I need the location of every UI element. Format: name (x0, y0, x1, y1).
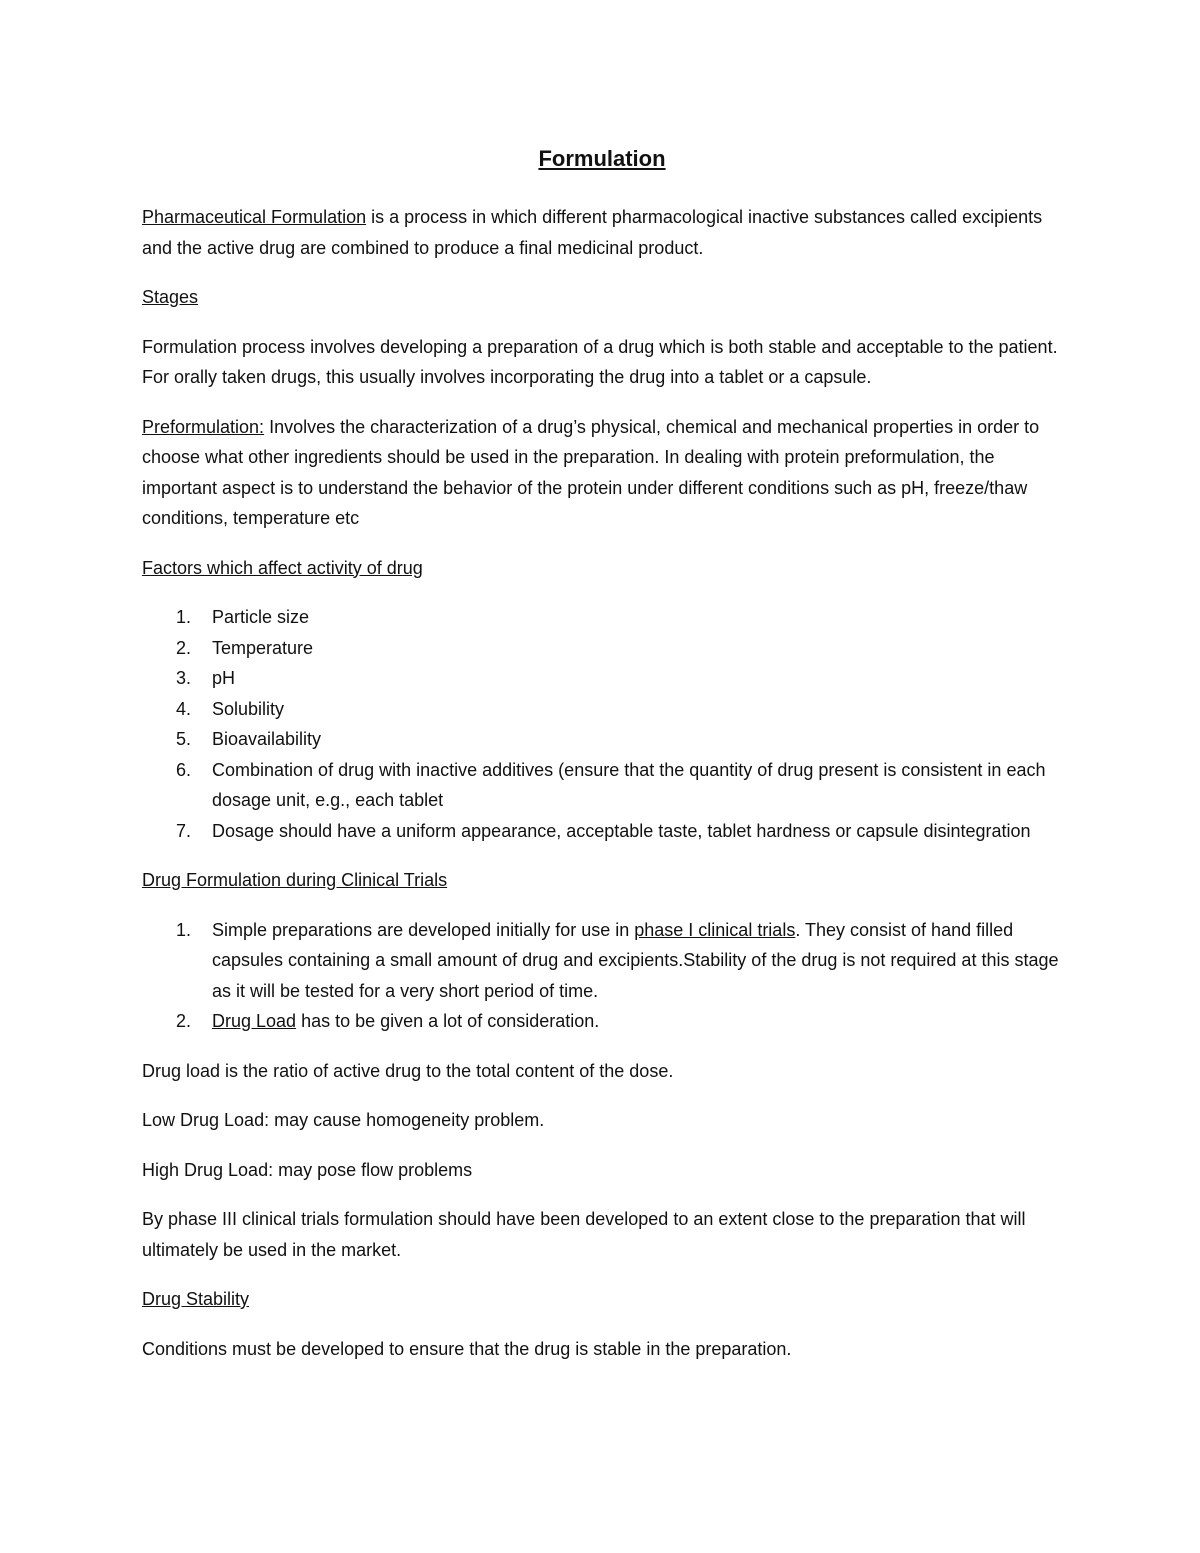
intro-term: Pharmaceutical Formulation (142, 207, 367, 227)
phase3-paragraph: By phase III clinical trials formulation should have been developed to an extent close to the preparation that will ultimately be used in the market. (142, 1209, 1026, 1260)
list-item (142, 602, 1062, 633)
clinical-heading: Drug Formulation during Clinical Trials (142, 870, 448, 890)
clinical-item2-post: has to be given a lot of consideration. (296, 1011, 600, 1031)
preformulation-term: Preformulation: (142, 416, 265, 437)
drug-load-link: Drug Load (212, 1011, 297, 1031)
stages-heading: Stages (142, 287, 199, 307)
list-number: 4. (176, 698, 192, 719)
list-number: 1. (176, 919, 192, 940)
list-number: 2. (176, 1011, 192, 1031)
list-number: 7. (176, 820, 192, 841)
list-item-text: Solubility (212, 698, 285, 719)
factors-list (142, 602, 1062, 846)
clinical-item1-pre: Simple preparations are developed initially for use in (212, 919, 635, 940)
list-item (142, 816, 1062, 847)
list-number: 2. (176, 637, 192, 658)
high-drug-load: High Drug Load: may pose flow problems (142, 1159, 473, 1180)
intro-text: is a process in which different pharmacological inactive substances called excipients and the active drug are combined to produce a final medicinal product. (142, 207, 1043, 258)
intro-paragraph (142, 202, 1062, 263)
document-body (142, 142, 1062, 1383)
list-item (142, 724, 1062, 755)
list-item (142, 633, 1062, 664)
list-item-text: Temperature (212, 637, 314, 658)
clinical-list (142, 915, 1062, 1037)
list-item (142, 755, 1062, 816)
list-item (142, 663, 1062, 694)
list-item-text: Bioavailability (212, 729, 322, 749)
list-item-text: Particle size (212, 607, 310, 627)
stability-paragraph: Conditions must be developed to ensure that the drug is stable in the preparation. (142, 1338, 792, 1359)
list-item (142, 694, 1062, 725)
low-drug-load: Low Drug Load: may cause homogeneity problem. (142, 1110, 545, 1130)
list-item-text: Dosage should have a uniform appearance, acceptable taste, tablet hardness or capsule disintegration (212, 820, 1031, 841)
list-item-text: Combination of drug with inactive additives (ensure that the quantity of drug present is consistent in each dosage unit, e.g., each tablet (212, 759, 1046, 810)
clinical-item1-post: . They consist of hand filled capsules containing a small amount of drug and excipients.Stability of the drug is not required at this stage as it will be tested for a very short period of time. (212, 919, 1059, 1001)
list-item (142, 915, 1062, 1007)
preformulation-text: Involves the characterization of a drug’s physical, chemical and mechanical properties in order to choose what other ingredients should be used in the preparation. In dealing with protein preformulation, the important aspect is to understand the behavior of the protein under different conditions such as pH, freeze/thaw conditions, temperature etc (142, 416, 1040, 528)
list-number: 6. (176, 759, 192, 780)
stages-paragraph: Formulation process involves developing a preparation of a drug which is both stable and acceptable to the patient. For orally taken drugs, this usually involves incorporating the drug into a tablet or a capsule. (142, 336, 1058, 387)
phase1-link: phase I clinical trials (634, 919, 796, 940)
list-number: 1. (176, 607, 192, 627)
drug-load-definition: Drug load is the ratio of active drug to the total content of the dose. (142, 1060, 674, 1081)
list-number: 3. (176, 668, 192, 688)
list-item (142, 1006, 1062, 1037)
page-title: Formulation (538, 146, 666, 171)
preformulation-paragraph (142, 412, 1062, 534)
stability-heading: Drug Stability (142, 1289, 250, 1309)
list-item-text: pH (212, 668, 236, 688)
factors-heading: Factors which affect activity of drug (142, 557, 423, 578)
list-number: 5. (176, 729, 192, 749)
